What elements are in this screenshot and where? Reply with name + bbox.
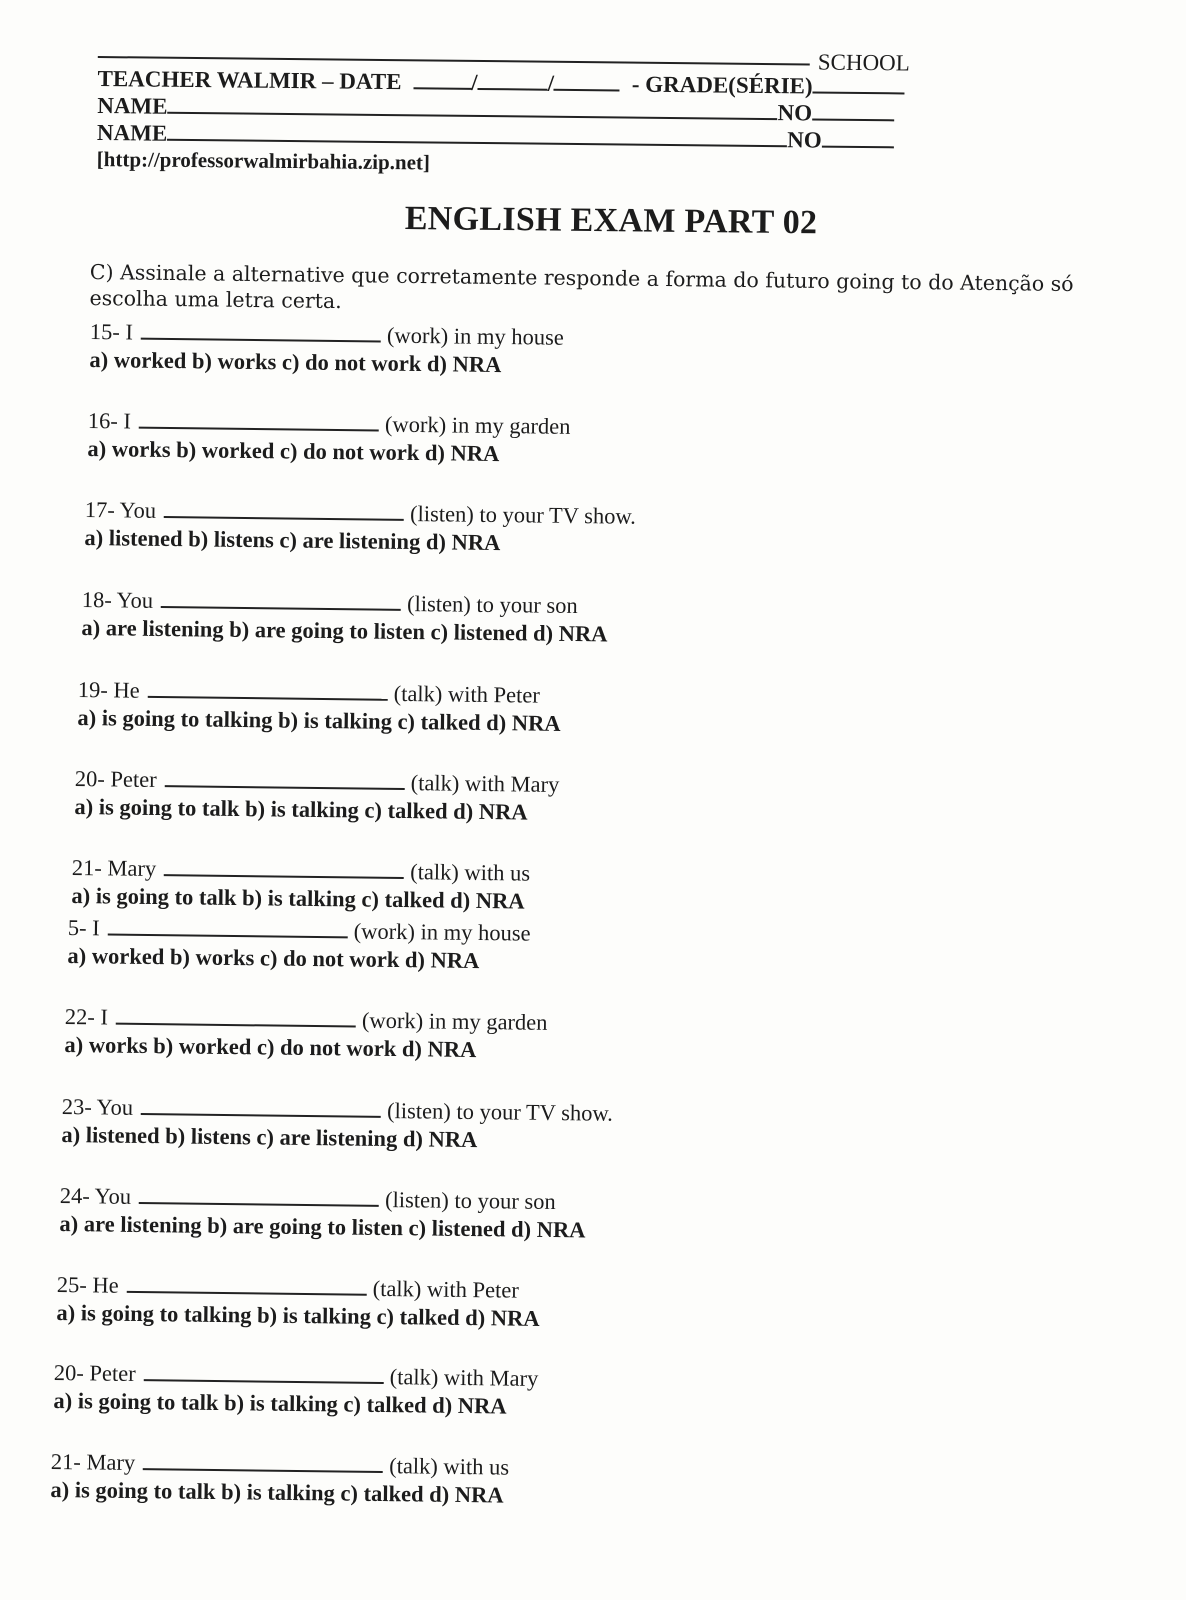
answer-options[interactable]: a) is going to talking b) is talking c) talked d) NRA xyxy=(77,704,561,736)
question-number: 17- You xyxy=(84,496,157,523)
answer-blank[interactable] xyxy=(143,1450,383,1473)
no-blank-2[interactable] xyxy=(822,128,894,149)
question-number: 15- I xyxy=(89,318,134,345)
question-item xyxy=(71,854,530,916)
question-item xyxy=(89,318,564,380)
verb-hint: (talk) with Mary xyxy=(389,1364,539,1391)
question-number: 5- I xyxy=(67,914,100,941)
verb-hint: (listen) to your son xyxy=(406,590,578,619)
question-item xyxy=(81,586,608,648)
name-label-1: NAME xyxy=(97,92,168,119)
verb-hint: (talk) with us xyxy=(389,1453,510,1480)
verb-hint: (listen) to your TV show. xyxy=(386,1097,614,1126)
teacher-date-line: TEACHER WALMIR – DATE / / - GRADE(SÉRIE) xyxy=(97,65,917,101)
answer-options[interactable]: a) is going to talking b) is talking c) talked d) NRA xyxy=(56,1299,540,1331)
question-number: 21- Mary xyxy=(71,854,157,882)
question-number: 20- Peter xyxy=(74,765,157,792)
question-item xyxy=(64,1003,547,1065)
answer-options[interactable]: a) are listening b) are going to listen c) listened d) NRA xyxy=(59,1210,586,1243)
question-number: 21- Mary xyxy=(50,1448,136,1476)
question-item xyxy=(59,1182,586,1244)
answer-blank[interactable] xyxy=(161,588,401,611)
answer-blank[interactable] xyxy=(127,1273,367,1296)
answer-options[interactable]: a) listened b) listens c) are listening d) NRA xyxy=(84,524,501,556)
question-number: 19- He xyxy=(77,676,140,703)
answer-options[interactable]: a) is going to talk b) is talking c) talked d) NRA xyxy=(50,1476,504,1508)
question-item xyxy=(56,1271,540,1333)
answer-blank[interactable] xyxy=(108,915,348,938)
no-label-1: NO xyxy=(777,100,813,126)
answer-options[interactable]: a) works b) worked c) do not work d) NRA xyxy=(87,435,500,467)
question-number: 22- I xyxy=(64,1003,109,1030)
question-number: 16- I xyxy=(87,407,132,434)
exam-title: ENGLISH EXAM PART 02 xyxy=(404,200,818,242)
question-item xyxy=(74,765,559,827)
answer-blank[interactable] xyxy=(164,498,404,521)
answer-blank[interactable] xyxy=(139,409,379,432)
verb-hint: (listen) to your TV show. xyxy=(409,500,637,529)
question-number: 23- You xyxy=(61,1093,134,1120)
question-item xyxy=(53,1359,538,1421)
date-month-blank[interactable] xyxy=(478,70,548,91)
answer-blank[interactable] xyxy=(116,1005,356,1028)
question-number: 18- You xyxy=(81,586,154,613)
answer-options[interactable]: a) are listening b) are going to listen c) listened d) NRA xyxy=(81,614,608,647)
question-number: 25- He xyxy=(56,1271,119,1298)
name-label-2: NAME xyxy=(96,119,168,146)
answer-options[interactable]: a) is going to talk b) is talking c) talked d) NRA xyxy=(74,793,528,825)
answer-options[interactable]: a) worked b) works c) do not work d) NRA xyxy=(89,346,502,378)
no-label-2: NO xyxy=(787,127,822,153)
answer-blank[interactable] xyxy=(141,320,381,343)
verb-hint: (work) in my house xyxy=(353,918,531,946)
answer-blank[interactable] xyxy=(165,767,405,790)
question-item xyxy=(50,1448,509,1510)
date-year-blank[interactable] xyxy=(554,71,620,92)
question-item xyxy=(67,914,530,976)
verb-hint: (work) in my garden xyxy=(384,411,571,439)
question-number: 24- You xyxy=(59,1182,132,1209)
answer-options[interactable]: a) is going to talk b) is talking c) talked d) NRA xyxy=(71,882,525,914)
answer-blank[interactable] xyxy=(139,1184,379,1207)
school-blank[interactable] xyxy=(98,38,810,65)
no-blank-1[interactable] xyxy=(812,100,894,121)
name-blank-2[interactable] xyxy=(167,121,787,147)
name-blank-1[interactable] xyxy=(167,94,777,120)
exam-header xyxy=(97,38,918,182)
verb-hint: (work) in my house xyxy=(386,322,564,350)
answer-blank[interactable] xyxy=(141,1095,381,1118)
verb-hint: (work) in my garden xyxy=(361,1007,548,1035)
question-number: 20- Peter xyxy=(53,1359,136,1386)
instructions-text: C) Assinale a alternative que corretamente responde a forma do futuro going to do Atenção só escolha uma letra certa. xyxy=(89,259,1074,314)
grade-label: - GRADE(SÉRIE) xyxy=(631,71,813,99)
verb-hint: (talk) with Mary xyxy=(410,770,560,797)
url-line: [http://professorwalmirbahia.zip.net] xyxy=(96,146,431,175)
answer-options[interactable]: a) worked b) works c) do not work d) NRA xyxy=(67,942,480,974)
verb-hint: (talk) with Peter xyxy=(393,680,541,708)
answer-blank[interactable] xyxy=(164,856,404,879)
verb-hint: (talk) with Peter xyxy=(372,1275,520,1303)
date-day-blank[interactable] xyxy=(413,69,471,90)
question-item xyxy=(84,496,636,559)
question-item xyxy=(87,407,570,469)
question-item xyxy=(77,676,561,738)
verb-hint: (listen) to your son xyxy=(384,1186,556,1215)
answer-blank[interactable] xyxy=(148,678,388,701)
school-label: SCHOOL xyxy=(817,49,910,76)
answer-options[interactable]: a) listened b) listens c) are listening d) NRA xyxy=(61,1121,478,1153)
answer-options[interactable]: a) works b) worked c) do not work d) NRA xyxy=(64,1031,477,1063)
answer-blank[interactable] xyxy=(144,1361,384,1384)
verb-hint: (talk) with us xyxy=(410,859,531,886)
question-item xyxy=(61,1093,613,1156)
answer-options[interactable]: a) is going to talk b) is talking c) talked d) NRA xyxy=(53,1387,507,1419)
grade-blank[interactable] xyxy=(813,73,905,94)
teacher-date-label: TEACHER WALMIR – DATE xyxy=(97,65,402,95)
